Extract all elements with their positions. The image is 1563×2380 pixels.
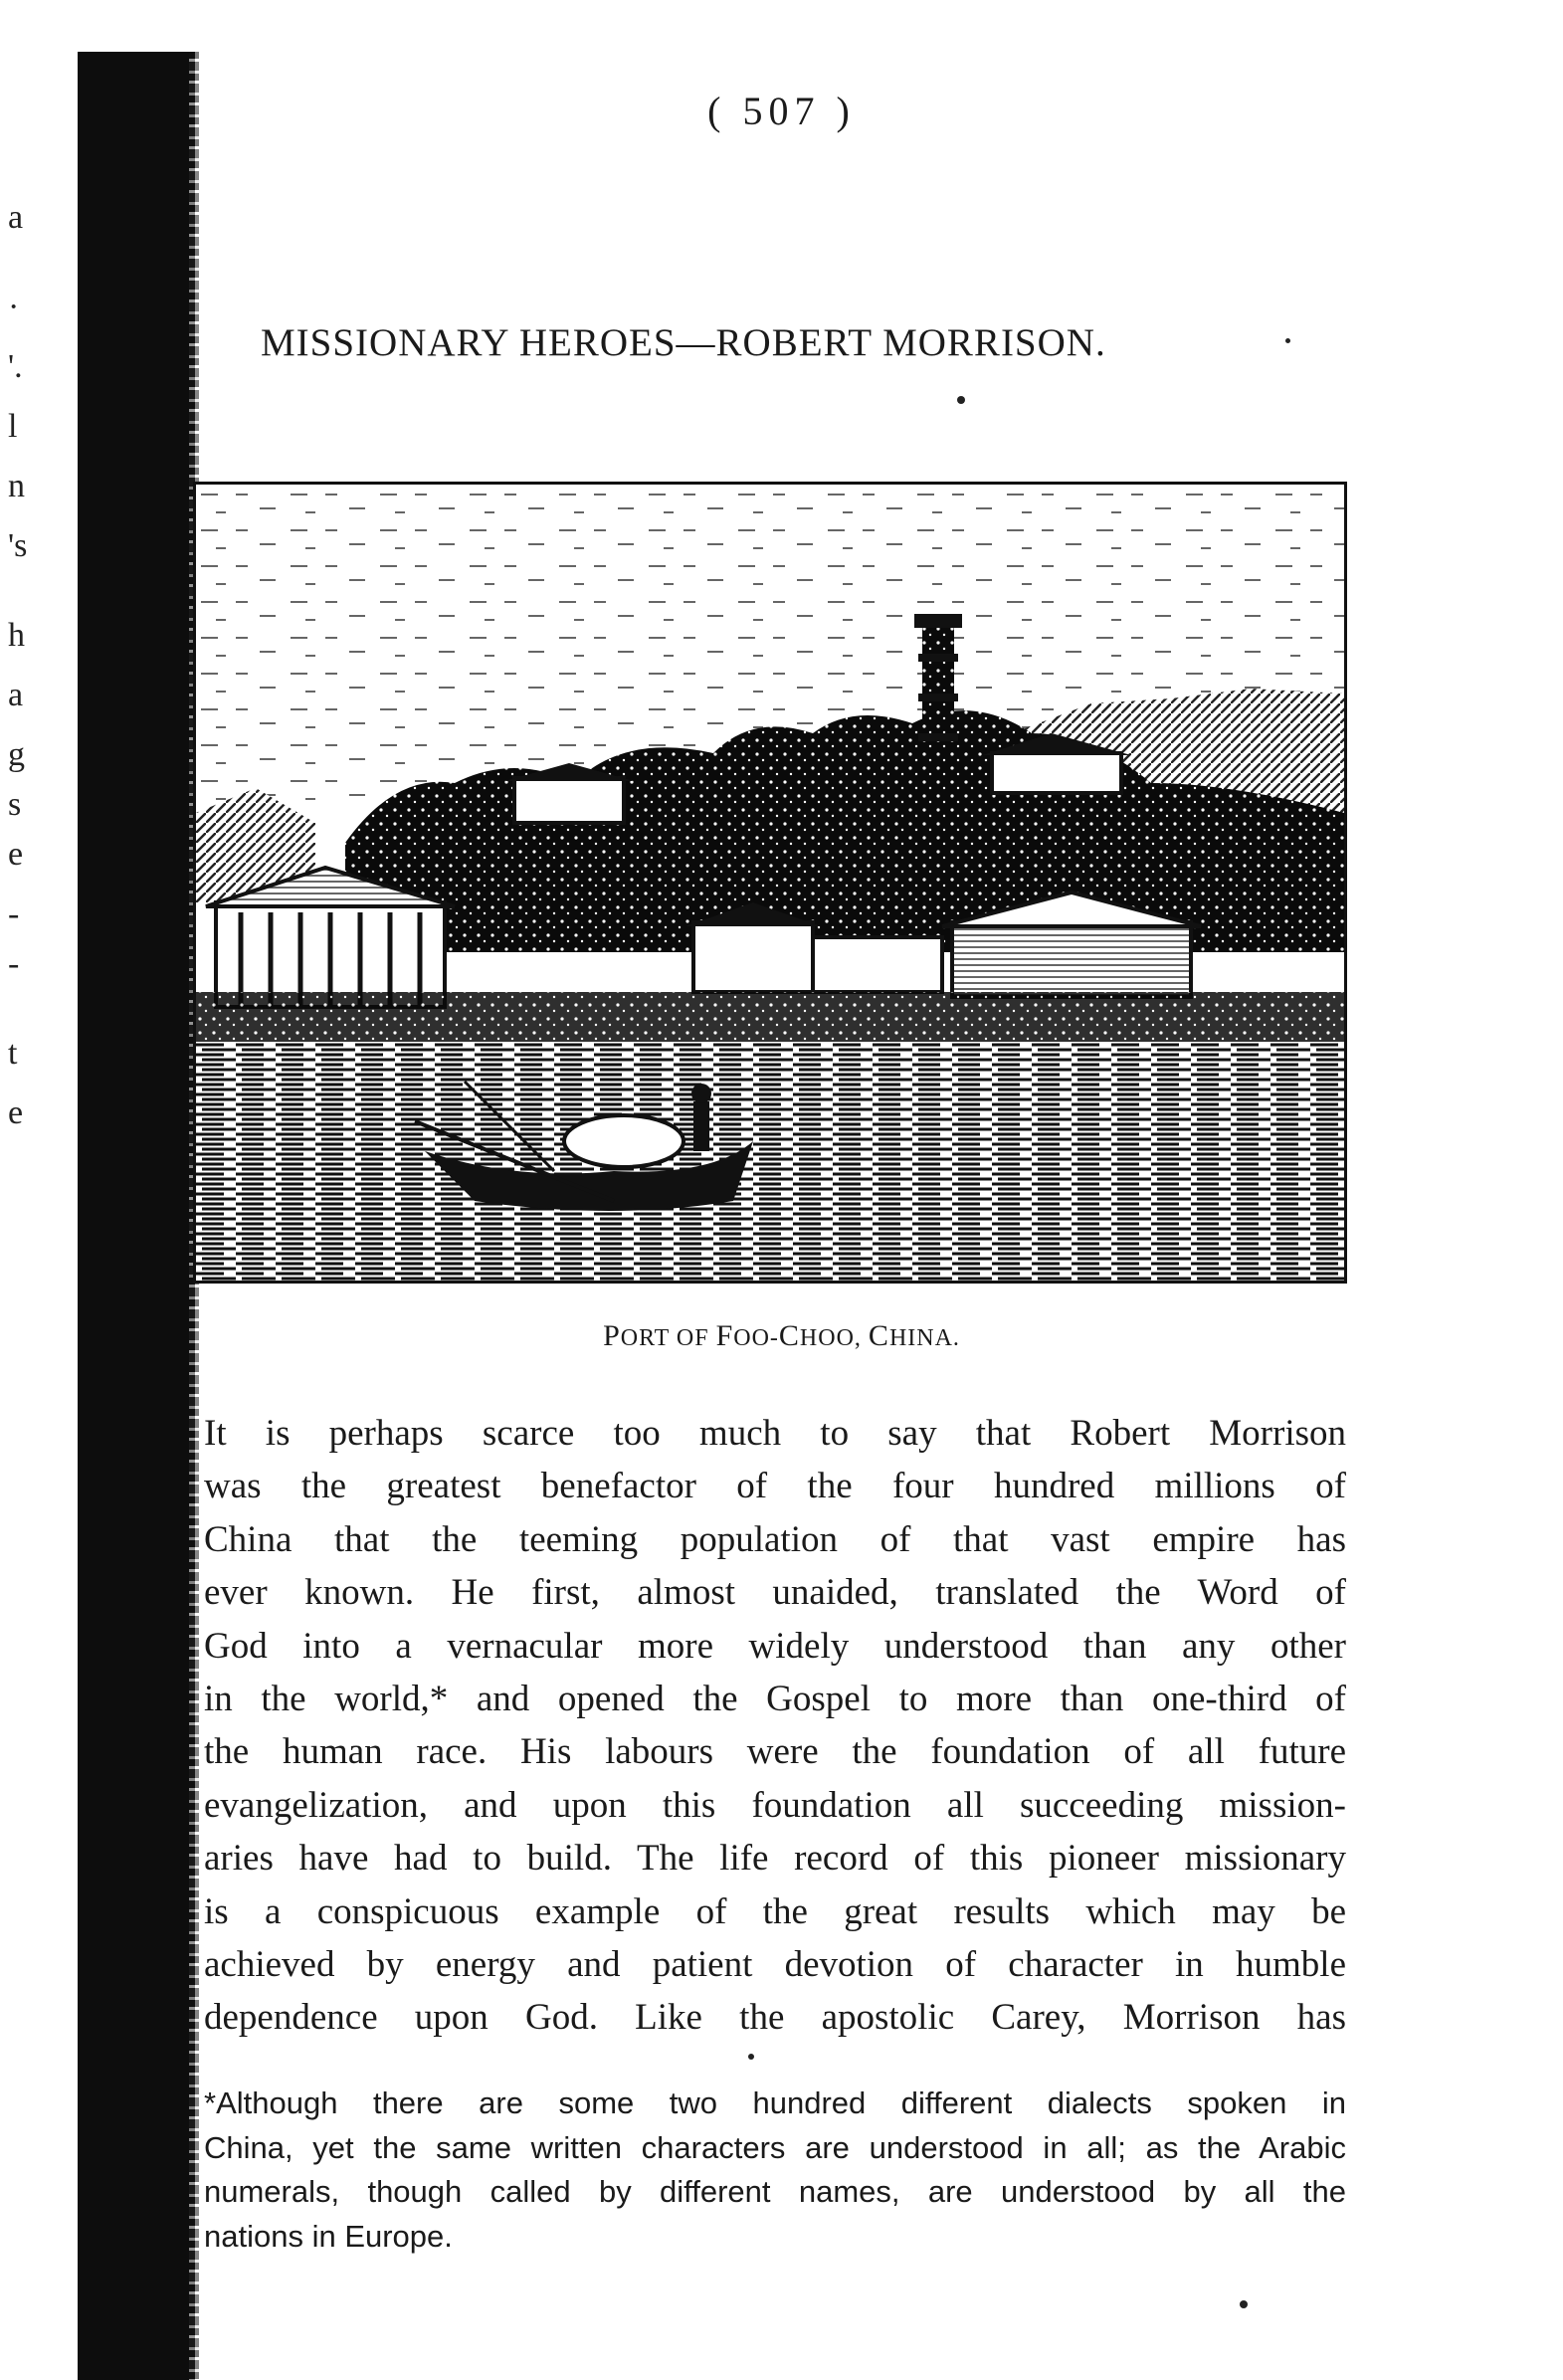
margin-letter: e xyxy=(8,1094,24,1131)
margin-letter: '. xyxy=(8,348,23,385)
body-line: dependence upon God. Like the apostolic Carey, Morrison has xyxy=(204,1997,1346,2039)
caption-part: HOO, xyxy=(799,1325,869,1351)
margin-letter: · xyxy=(8,289,20,325)
footnote xyxy=(204,2082,1346,2259)
body-line: in the world,* and opened the Gospel to more than one-third of xyxy=(204,1679,1346,1720)
body-line: China that the teeming population of that vast empire has xyxy=(204,1518,1346,1560)
margin-letter: n xyxy=(8,468,25,504)
body-line: ever known. He first, almost unaided, translated the Word of xyxy=(204,1572,1346,1614)
speck xyxy=(1240,2300,1248,2308)
margin-letter: a xyxy=(8,199,24,236)
margin-letter: h xyxy=(8,617,25,654)
caption-part: ORT OF xyxy=(620,1325,716,1351)
footnote-line: China, yet the same written characters are understood in all; as the Arabic xyxy=(204,2129,1346,2165)
body-line: the human race. His labours were the foundation of all future xyxy=(204,1731,1346,1773)
page-number: ( 507 ) xyxy=(707,89,856,133)
footnote-line: *Although there are some two hundred different dialects spoken in xyxy=(204,2085,1346,2120)
binding-edge xyxy=(78,52,195,2380)
body-line: is a conspicuous example of the great results which may be xyxy=(204,1890,1346,1932)
body-line: achieved by energy and patient devotion of character in humble xyxy=(204,1944,1346,1986)
caption-part: P xyxy=(603,1319,621,1352)
margin-letter: s xyxy=(8,786,22,823)
body-line: was the greatest benefactor of the four hundred millions of xyxy=(204,1466,1346,1507)
caption-part: C xyxy=(778,1319,800,1352)
body-line: evangelization, and upon this foundation all succeeding mission- xyxy=(204,1784,1346,1826)
margin-letter: a xyxy=(8,677,24,713)
margin-letter: - xyxy=(8,945,20,982)
page-title: MISSIONARY HEROES—ROBERT MORRISON. xyxy=(261,321,1106,364)
margin-letter: 's xyxy=(8,527,28,564)
engraving-port-of-foo-choo xyxy=(193,482,1347,1284)
caption-part: C xyxy=(868,1319,889,1352)
body-line xyxy=(204,1407,1346,1460)
margin-letter: - xyxy=(8,895,20,932)
illustration-caption xyxy=(0,1319,1563,1353)
body-line: aries have had to build. The life record of this pioneer missionary xyxy=(204,1838,1346,1880)
speck xyxy=(748,2054,754,2060)
dropcap: It xyxy=(204,1413,227,1454)
caption-part: OO- xyxy=(733,1325,779,1351)
caption-part: HINA. xyxy=(888,1325,960,1351)
engraving-image xyxy=(196,485,1344,1281)
body-line: God into a vernacular more widely understood than any other xyxy=(204,1625,1346,1667)
margin-letter: g xyxy=(8,736,25,773)
speck xyxy=(957,396,965,404)
footnote-line: numerals, though called by different names, are understood by all the xyxy=(204,2174,1346,2209)
margin-letter: e xyxy=(8,836,24,873)
footnote-line: nations in Europe. xyxy=(204,2218,453,2254)
margin-letter: t xyxy=(8,1035,18,1072)
caption-part: F xyxy=(715,1319,734,1352)
body-line-text: is perhaps scarce too much to say that Robert Morrison xyxy=(226,1413,1346,1454)
speck xyxy=(1285,338,1290,343)
left-margin-fragments xyxy=(0,199,50,1154)
margin-letter: l xyxy=(8,408,18,445)
body-paragraph xyxy=(204,1407,1346,2045)
